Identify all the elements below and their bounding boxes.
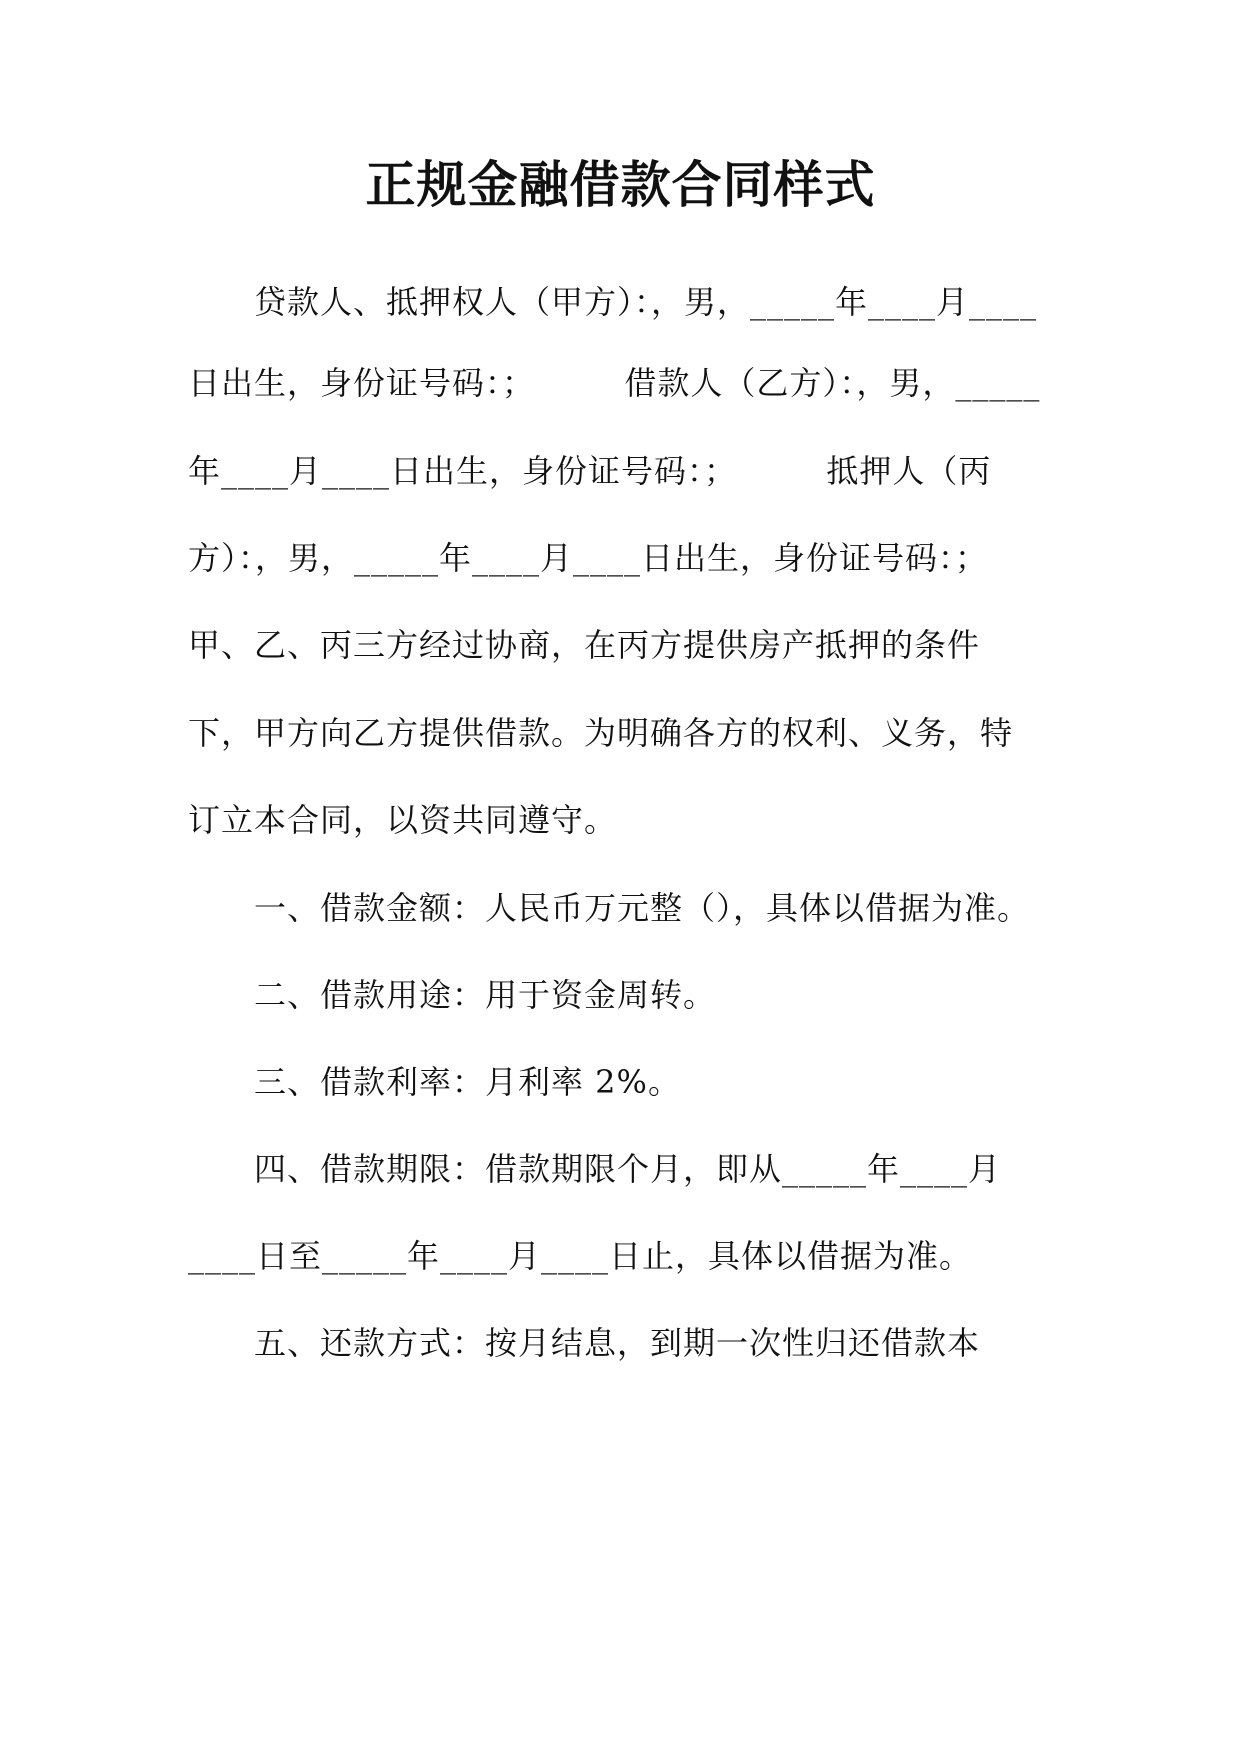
clause-repayment: 五、还款方式：按月结息，到期一次性归还借款本 xyxy=(254,1324,981,1362)
paragraph-line: 下，甲方向乙方提供借款。为明确各方的权利、义务，特 xyxy=(188,714,1014,752)
paragraph-line: 甲、乙、丙三方经过协商，在丙方提供房产抵押的条件 xyxy=(188,626,981,664)
clause-term: 四、借款期限：借款期限个月，即从_____年____月 xyxy=(254,1150,1002,1188)
paragraph-line: 日出生，身份证号码：； 借款人（乙方）：，男，_____ xyxy=(188,364,1041,402)
clause-term-continued: ____日至_____年____月____日止，具体以借据为准。 xyxy=(188,1237,973,1275)
paragraph-line: 年____月____日出生，身份证号码：； 抵押人（丙 xyxy=(188,452,992,490)
paragraph-line: 订立本合同，以资共同遵守。 xyxy=(188,801,618,839)
clause-purpose: 二、借款用途：用于资金周转。 xyxy=(254,976,717,1014)
paragraph-line: 贷款人、抵押权人（甲方）：，男，_____年____月____ xyxy=(254,283,1038,321)
clause-amount: 一、借款金额：人民币万元整（），具体以借据为准。 xyxy=(254,889,1031,927)
paragraph-line: 方）：，男，_____年____月____日出生，身份证号码：； xyxy=(188,539,989,577)
document-title: 正规金融借款合同样式 xyxy=(365,155,876,214)
clause-interest-rate: 三、借款利率：月利率 2%。 xyxy=(254,1063,681,1101)
